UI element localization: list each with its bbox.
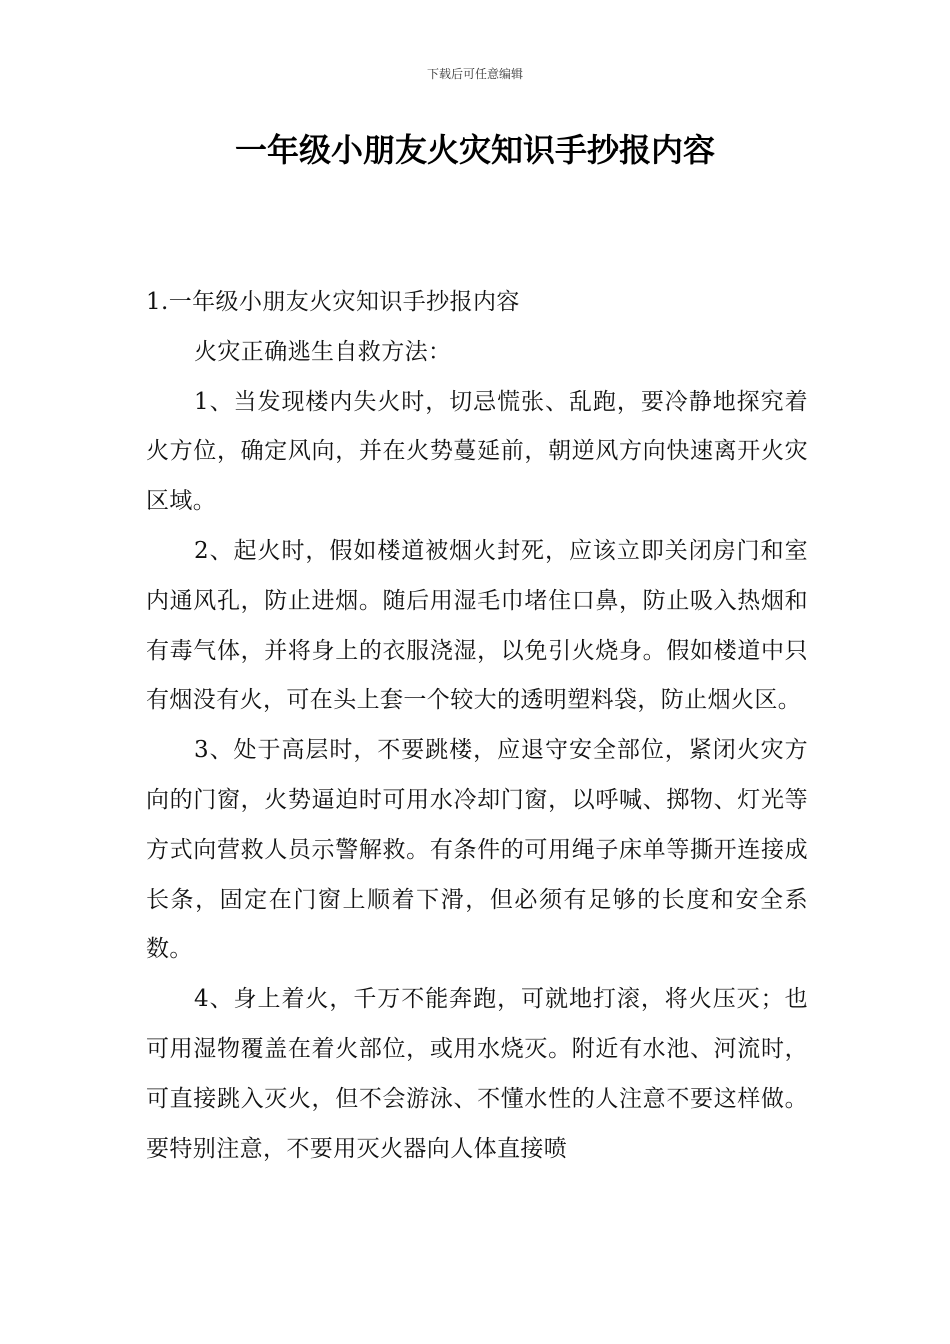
document-title: 一年级小朋友火灾知识手抄报内容 [234,131,715,169]
paragraph-item-4: 4、身上着火，千万不能奔跑，可就地打滚，将火压灭；也可用湿物覆盖在着火部位，或用水烧灭。附近有水池、河流时，可直接跳入灭火，但不会游泳、不懂水性的人注意不要这样做。要特别注意，不要用灭火器向人体直接喷 [146,986,808,1162]
paragraph-intro: 火灾正确逃生自救方法： [194,338,452,365]
paragraph-item-1: 1、当发现楼内失火时，切忌慌张、乱跑，要冷静地探究着火方位，确定风向，并在火势蔓延前，朝逆风方向快速离开火灾区域。 [146,388,808,515]
section-heading: 1.一年级小朋友火灾知识手抄报内容 [146,289,520,315]
header-note: 下载后可任意编辑 [426,67,523,81]
paragraph-item-3: 3、处于高层时，不要跳楼，应退守安全部位，紧闭火灾方向的门窗，火势逼迫时可用水冷却门窗，以呼喊、掷物、灯光等方式向营救人员示警解救。有条件的可用绳子床单等撕开连接成长条，固定在门窗上顺着下滑，但必须有足够的长度和安全系数。 [146,737,808,963]
paragraph-item-2: 2、起火时，假如楼道被烟火封死，应该立即关闭房门和室内通风孔，防止进烟。随后用湿毛巾堵住口鼻，防止吸入热烟和有毒气体，并将身上的衣服浇湿，以免引火烧身。假如楼道中只有烟没有火，可在头上套一个较大的透明塑料袋，防止烟火区。 [146,537,808,714]
document-body [146,278,808,1174]
